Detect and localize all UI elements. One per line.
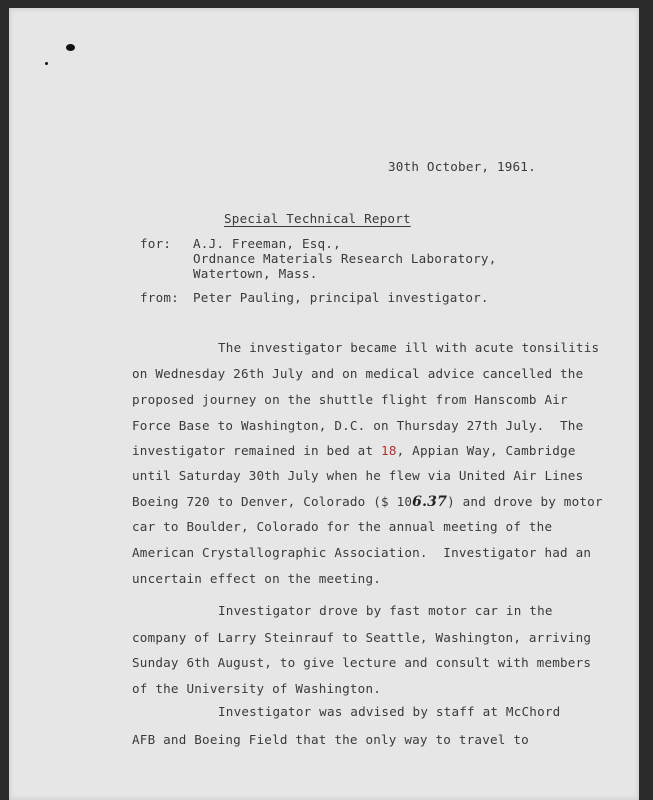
body-text: ) and drove by motor (447, 494, 603, 509)
body-line: car to Boulder, Colorado for the annual meeting of the (132, 519, 553, 534)
for-label: for: (140, 236, 172, 251)
body-line: Investigator drove by fast motor car in the (218, 603, 553, 618)
body-line (132, 494, 603, 510)
ink-speck (45, 62, 48, 65)
body-line: proposed journey on the shuttle flight from Hanscomb Air (132, 392, 568, 407)
body-line: The investigator became ill with acute tonsilitis (218, 340, 600, 355)
body-line: until Saturday 30th July when he flew via United Air Lines (132, 468, 584, 483)
recipient-line: Ordnance Materials Research Laboratory, (193, 251, 497, 266)
body-line: American Crystallographic Association. Investigator had an (132, 545, 592, 560)
corrected-number: 18 (381, 443, 397, 458)
document-date: 30th October, 1961. (388, 159, 536, 174)
ink-speck (66, 44, 75, 51)
body-text: , Appian Way, Cambridge (396, 443, 576, 458)
body-line: Force Base to Washington, D.C. on Thursday 27th July. The (132, 418, 584, 433)
body-line: uncertain effect on the meeting. (132, 571, 382, 586)
body-line: of the University of Washington. (132, 681, 382, 696)
body-line (132, 443, 576, 458)
body-line: company of Larry Steinrauf to Seattle, Washington, arriving (132, 630, 592, 645)
fare-amount: $ 10 (381, 494, 413, 509)
body-text: investigator remained in bed at (132, 443, 382, 458)
body-text: Boeing 720 to Denver, Colorado ( (132, 494, 382, 509)
report-title: Special Technical Report (224, 211, 411, 226)
recipient-line: Watertown, Mass. (193, 266, 318, 281)
from-label: from: (140, 290, 179, 305)
body-line: AFB and Boeing Field that the only way to travel to (132, 732, 529, 747)
sender-line: Peter Pauling, principal investigator. (193, 290, 489, 305)
handwritten-amount: 6.37 (412, 494, 448, 510)
body-line: Sunday 6th August, to give lecture and consult with members (132, 655, 592, 670)
body-line: Investigator was advised by staff at McChord (218, 704, 561, 719)
body-line: on Wednesday 26th July and on medical advice cancelled the (132, 366, 584, 381)
recipient-line: A.J. Freeman, Esq., (193, 236, 341, 251)
